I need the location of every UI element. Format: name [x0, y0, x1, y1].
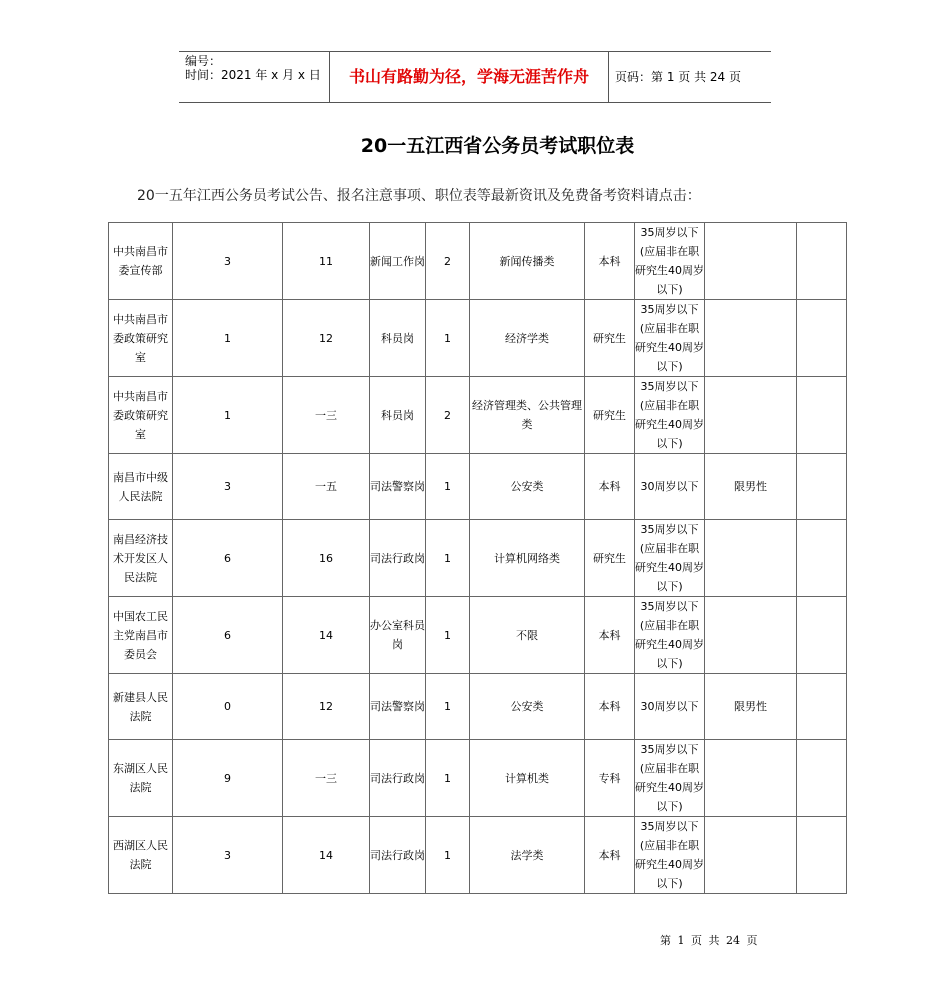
count-cell: 6	[173, 597, 283, 674]
count-cell: 3	[173, 223, 283, 300]
education-cell: 本科	[585, 597, 635, 674]
table-row	[109, 597, 847, 674]
major-cell: 法学类	[470, 817, 585, 894]
note-cell	[705, 520, 797, 597]
post-cell: 科员岗	[370, 377, 426, 454]
post-cell: 新闻工作岗	[370, 223, 426, 300]
page-footer: 第 1 页 共 24 页	[660, 934, 758, 947]
quota-cell: 1	[426, 740, 470, 817]
table-row	[109, 454, 847, 520]
count-cell: 9	[173, 740, 283, 817]
age-cell: 30周岁以下	[635, 674, 705, 740]
code-cell: 16	[283, 520, 370, 597]
note-cell	[705, 597, 797, 674]
count-cell: 1	[173, 300, 283, 377]
quota-cell: 1	[426, 520, 470, 597]
table-row	[109, 223, 847, 300]
post-cell: 司法行政岗	[370, 520, 426, 597]
major-cell: 经济学类	[470, 300, 585, 377]
unit-cell: 中共南昌市委宣传部	[109, 223, 173, 300]
major-cell: 计算机网络类	[470, 520, 585, 597]
table-row	[109, 674, 847, 740]
note-cell	[705, 300, 797, 377]
extra-cell	[797, 817, 847, 894]
unit-cell: 东湖区人民法院	[109, 740, 173, 817]
note-cell	[705, 817, 797, 894]
document-header	[179, 51, 771, 103]
major-cell: 计算机类	[470, 740, 585, 817]
quota-cell: 2	[426, 377, 470, 454]
code-cell: 一五	[283, 454, 370, 520]
quota-cell: 1	[426, 817, 470, 894]
unit-cell: 南昌经济技术开发区人民法院	[109, 520, 173, 597]
unit-cell: 南昌市中级人民法院	[109, 454, 173, 520]
education-cell: 本科	[585, 454, 635, 520]
education-cell: 研究生	[585, 377, 635, 454]
education-cell: 本科	[585, 674, 635, 740]
note-cell	[705, 223, 797, 300]
positions-table	[108, 222, 847, 894]
code-cell: 一三	[283, 377, 370, 454]
note-cell: 限男性	[705, 454, 797, 520]
code-cell: 14	[283, 597, 370, 674]
extra-cell	[797, 300, 847, 377]
age-cell: 35周岁以下(应届非在职研究生40周岁以下)	[635, 740, 705, 817]
major-cell: 不限	[470, 597, 585, 674]
table-row	[109, 520, 847, 597]
unit-cell: 新建县人民法院	[109, 674, 173, 740]
post-cell: 司法警察岗	[370, 674, 426, 740]
extra-cell	[797, 597, 847, 674]
age-cell: 35周岁以下(应届非在职研究生40周岁以下)	[635, 520, 705, 597]
unit-cell: 中国农工民主党南昌市委员会	[109, 597, 173, 674]
age-cell: 35周岁以下(应届非在职研究生40周岁以下)	[635, 377, 705, 454]
code-cell: 14	[283, 817, 370, 894]
age-cell: 35周岁以下(应届非在职研究生40周岁以下)	[635, 223, 705, 300]
age-cell: 35周岁以下(应届非在职研究生40周岁以下)	[635, 597, 705, 674]
extra-cell	[797, 520, 847, 597]
education-cell: 研究生	[585, 300, 635, 377]
age-cell: 30周岁以下	[635, 454, 705, 520]
age-cell: 35周岁以下(应届非在职研究生40周岁以下)	[635, 300, 705, 377]
extra-cell	[797, 454, 847, 520]
count-cell: 3	[173, 817, 283, 894]
note-cell	[705, 740, 797, 817]
quota-cell: 2	[426, 223, 470, 300]
extra-cell	[797, 740, 847, 817]
quota-cell: 1	[426, 597, 470, 674]
count-cell: 1	[173, 377, 283, 454]
header-number: 编号：	[185, 54, 222, 68]
extra-cell	[797, 223, 847, 300]
post-cell: 司法警察岗	[370, 454, 426, 520]
header-meta	[179, 52, 330, 102]
post-cell: 办公室科员岗	[370, 597, 426, 674]
note-cell	[705, 377, 797, 454]
extra-cell	[797, 377, 847, 454]
extra-cell	[797, 674, 847, 740]
intro-text: 20一五年江西公务员考试公告、报名注意事项、职位表等最新资讯及免费备考资料请点击：	[137, 188, 701, 204]
quota-cell: 1	[426, 454, 470, 520]
education-cell: 研究生	[585, 520, 635, 597]
count-cell: 6	[173, 520, 283, 597]
quota-cell: 1	[426, 300, 470, 377]
major-cell: 经济管理类、公共管理类	[470, 377, 585, 454]
post-cell: 司法行政岗	[370, 817, 426, 894]
code-cell: 11	[283, 223, 370, 300]
note-cell: 限男性	[705, 674, 797, 740]
major-cell: 公安类	[470, 674, 585, 740]
code-cell: 一三	[283, 740, 370, 817]
page-title: 20一五江西省公务员考试职位表	[360, 135, 635, 157]
post-cell: 科员岗	[370, 300, 426, 377]
education-cell: 专科	[585, 740, 635, 817]
major-cell: 公安类	[470, 454, 585, 520]
major-cell: 新闻传播类	[470, 223, 585, 300]
header-time: 时间：2021 年 x 月 x 日	[185, 68, 321, 82]
education-cell: 本科	[585, 223, 635, 300]
code-cell: 12	[283, 300, 370, 377]
quota-cell: 1	[426, 674, 470, 740]
count-cell: 0	[173, 674, 283, 740]
table-row	[109, 740, 847, 817]
table-row	[109, 300, 847, 377]
table-row	[109, 817, 847, 894]
unit-cell: 中共南昌市委政策研究室	[109, 377, 173, 454]
count-cell: 3	[173, 454, 283, 520]
unit-cell: 西湖区人民法院	[109, 817, 173, 894]
education-cell: 本科	[585, 817, 635, 894]
header-page: 页码：第 1 页 共 24 页	[615, 70, 741, 84]
code-cell: 12	[283, 674, 370, 740]
age-cell: 35周岁以下(应届非在职研究生40周岁以下)	[635, 817, 705, 894]
header-motto: 书山有路勤为径，学海无涯苦作舟	[330, 52, 609, 102]
unit-cell: 中共南昌市委政策研究室	[109, 300, 173, 377]
post-cell: 司法行政岗	[370, 740, 426, 817]
table-row	[109, 377, 847, 454]
